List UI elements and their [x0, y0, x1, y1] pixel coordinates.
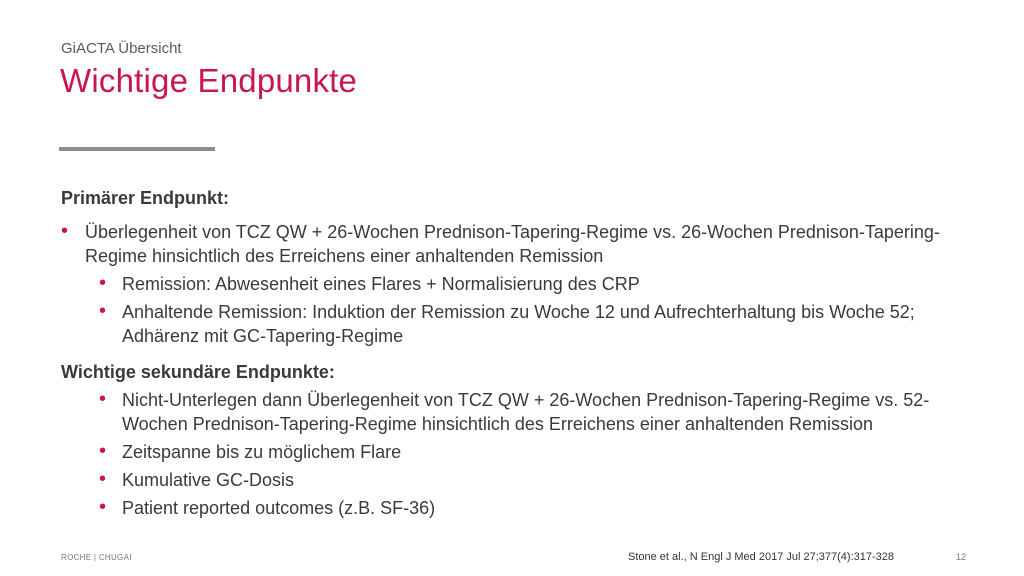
bullet-dot-icon: •: [99, 272, 107, 294]
sub-bullet: [61, 272, 961, 296]
secondary-bullet: [61, 468, 961, 492]
bullet-dot-icon: •: [61, 220, 69, 242]
primary-endpoint-heading: Primärer Endpunkt:: [61, 188, 230, 208]
bullet-text: Patient reported outcomes (z.B. SF-36): [122, 498, 436, 518]
secondary-bullet: [61, 388, 961, 436]
bullet-text: Überlegenheit von TCZ QW + 26-Wochen Prednison-Tapering-Regime vs. 26-Wochen Prednison-Tapering-Regime hinsichtlich des Erreichens einer anhaltenden Remission: [85, 222, 940, 266]
bullet-text: Remission: Abwesenheit eines Flares + Normalisierung des CRP: [122, 274, 640, 294]
slide-title: Wichtige Endpunkte: [60, 62, 358, 99]
primary-endpoint-bullet: [61, 220, 961, 268]
bullet-text: Zeitspanne bis zu möglichem Flare: [122, 442, 402, 462]
slide-supertitle: GiACTA Übersicht: [61, 40, 182, 57]
bullet-dot-icon: •: [99, 496, 107, 518]
secondary-bullet: [61, 496, 961, 520]
bullet-dot-icon: •: [99, 388, 107, 410]
bullet-dot-icon: •: [99, 468, 107, 490]
slide-body: [61, 186, 961, 520]
title-divider: [59, 147, 215, 151]
bullet-dot-icon: •: [99, 440, 107, 462]
bullet-text: Nicht-Unterlegen dann Überlegenheit von TCZ QW + 26-Wochen Prednison-Tapering-Regime vs. 52-Wochen Prednison-Tapering-Regime hinsichtlich des Erreichens einer anhaltenden Remission: [122, 390, 930, 434]
bullet-text: Kumulative GC-Dosis: [122, 470, 295, 490]
sub-bullet: [61, 300, 961, 348]
secondary-bullet: [61, 440, 961, 464]
bullet-dot-icon: •: [99, 300, 107, 322]
footer-brand: ROCHE | CHUGAI: [61, 553, 132, 562]
page-number: 12: [956, 552, 967, 562]
bullet-text: Anhaltende Remission: Induktion der Remission zu Woche 12 und Aufrechterhaltung bis Woche 52; Adhärenz mit GC-Tapering-Regime: [122, 302, 915, 346]
secondary-endpoints-heading: Wichtige sekundäre Endpunkte:: [61, 362, 335, 382]
footer-reference: Stone et al., N Engl J Med 2017 Jul 27;377(4):317-328: [628, 551, 895, 563]
